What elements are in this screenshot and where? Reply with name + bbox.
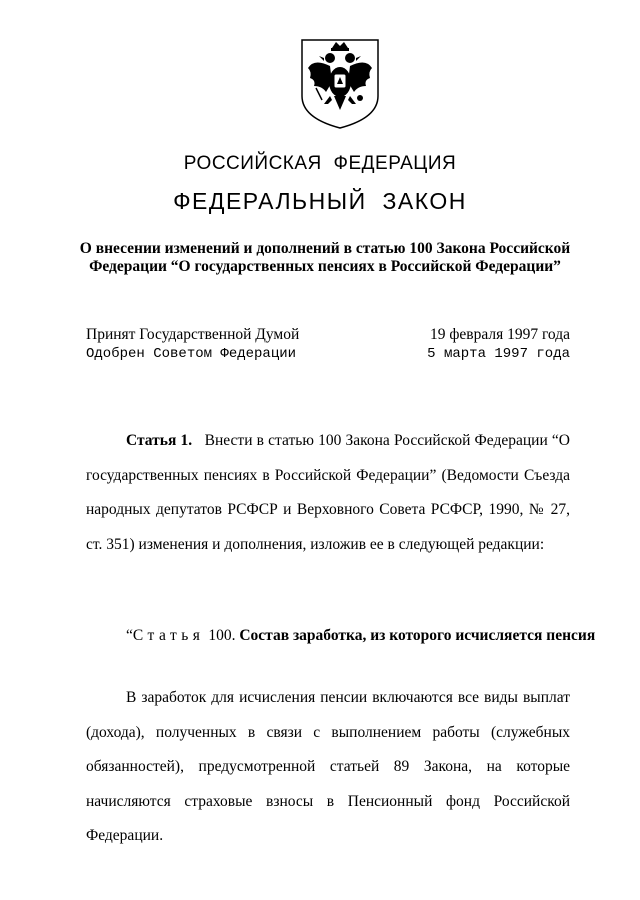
article-100-quote: “ [126, 627, 133, 644]
law-title-line-1: О внесении изменений и дополнений в статью 100 Закона Российской [79, 240, 571, 257]
article-1-text: Внести в статью 100 Закона Российской Федерации “О государственных пенсиях в Российской Федерации” (Ведомости Съезда народных депутатов РСФСР и Верховного Совета РСФСР, 1990, № 27, ст. 351) изменения и дополнения, изложив ее в следующей редакции: [86, 432, 570, 553]
approved-label: Одобрен Советом Федерации [86, 346, 297, 362]
law-title-line-2: Федерации “О государственных пенсиях в Российской Федерации” [89, 258, 561, 275]
article-1-label: Статья 1. [126, 432, 193, 449]
country-heading: РОССИЙСКАЯ ФЕДЕРАЦИЯ [183, 153, 457, 174]
coat-of-arms-emblem [300, 38, 380, 130]
adopted-date: 19 февраля 1997 года [429, 326, 570, 343]
law-kind-heading: ФЕДЕРАЛЬНЫЙ ЗАКОН [173, 188, 467, 214]
approved-date: 5 марта 1997 года [427, 346, 570, 362]
approval-row [86, 346, 570, 362]
article-100-heading [126, 627, 595, 645]
law-title [70, 240, 580, 276]
article-1 [86, 424, 570, 562]
article-100-title: Состав заработка, из которого исчисляется пенсия [239, 627, 596, 644]
adopted-label: Принят Государственной Думой [86, 326, 300, 343]
adoption-row [86, 326, 570, 344]
article-100-number: 100. [208, 627, 236, 644]
article-100-label: Статья [132, 627, 205, 644]
article-100-paragraph: В заработок для исчисления пенсии включаются все виды выплат (дохода), полученных в связи с выполнением работы (служебных обязанностей), предусмотренной статьей 89 Закона, на которые начисляются страховые взносы в Пенсионный фонд Российской Федерации. [86, 689, 570, 844]
